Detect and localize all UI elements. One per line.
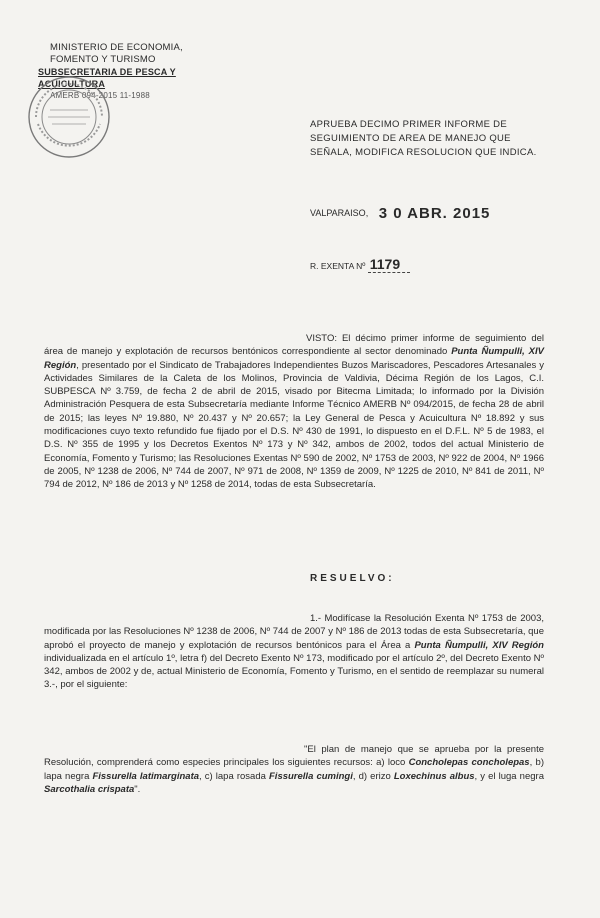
resuelvo-text-2: individualizada en el artículo 1º, letra f) del Decreto Exento Nº 173, modificado por el artículo 2º, del Decreto Exento Nº 342, ambos de 2002 y de, actual Ministerio de Economía, Fomento y Turismo, en el sentido de reemplazar su numeral 3.-, por el siguiente: bbox=[44, 652, 544, 691]
quoted-replacement-text bbox=[44, 743, 544, 796]
visto-text-1: VISTO: El décimo primer informe de seguimiento del área de manejo y explotación de recursos bentónicos correspondiente al sector denominado bbox=[44, 333, 544, 358]
official-seal-stamp bbox=[26, 74, 112, 160]
quote-text-6: ". bbox=[134, 783, 141, 795]
resuelvo-heading: RESUELVO: bbox=[310, 573, 395, 584]
species-fissurella-latimarginata: Fissurella latimarginata bbox=[92, 770, 200, 782]
resuelvo-text-1: 1.- Modifícase la Resolución Exenta Nº 1753 de 2003, modificada por las Resoluciones Nº 1238 de 2006, Nº 744 de 2007 y Nº 186 de 2013 todas de esta Subsecretaría, que aprobó el proyecto de manejo y explotación de recursos bentónicos para el Área a bbox=[44, 613, 544, 651]
quote-text-1: "El plan de manejo que se aprueba por la presente Resolución, comprenderá como especies principales los siguientes recursos: a) loco bbox=[44, 744, 544, 769]
date-city: VALPARAISO, bbox=[310, 208, 369, 218]
ministry-line-2: FOMENTO Y TURISMO bbox=[50, 54, 156, 65]
document-subject: APRUEBA DECIMO PRIMER INFORME DE SEGUIMIENTO DE AREA DE MANEJO QUE SEÑALA, MODIFICA RESOLUCION QUE INDICA. bbox=[310, 119, 537, 158]
date-value: 3 0 ABR. 2015 bbox=[378, 205, 491, 222]
ministry-line: MINISTERIO DE ECONOMIA, bbox=[50, 42, 183, 53]
resuelvo-area-name: Punta Ñumpulli, XIV Región bbox=[414, 639, 544, 651]
quote-text-3: , c) lapa rosada bbox=[199, 770, 269, 782]
visto-text-2: , presentado por el Sindicato de Trabajadores Independientes Buzos Mariscadores, Pescadores Artesanales y Actividades Similares de la Caleta de los Molinos, Provincia de Valdivia, Décima Región de los Lagos, C.I. SUBPESCA Nº 3.759, de fecha 2 de abril de 2015, visado por Bitecma Limitada; lo informado por la División Administración Pesquera de esta Subsecretaría mediante Informe Técnico AMERB Nº 094/2015, de fecha 28 de abril de 2015; las leyes Nº 19.880, Nº 20.437 y Nº 20.657; la Ley General de Pesca y Acuicultura Nº 18.892 y sus modificaciones cuyo texto refundido fue fijado por el D.S. Nº 430 de 1991, lo dispuesto en el D.F.L. Nº 5 de 1983, el D.S. Nº 355 de 1995 y los Decretos Exentos Nº 173 y Nº 342, ambos de 2002, todos del actual Ministerio de Economía, Fomento y Turismo; las Resoluciones Exentas Nº 590 de 2002, Nº 1753 de 2003, Nº 922 de 2004, Nº 1966 de 2005, Nº 1238 de 2006, Nº 744 de 2007, Nº 971 de 2008, Nº 1359 de 2009, Nº 1225 de 2010, Nº 841 de 2011, Nº 794 de 2012, Nº 186 de 2013 y Nº 1258 de 2014, todas de esta Subsecretaría. bbox=[44, 359, 544, 491]
visto-paragraph bbox=[44, 332, 544, 492]
quote-text-4: , d) erizo bbox=[352, 770, 394, 782]
resolution-number-line bbox=[310, 256, 410, 272]
resuelvo-paragraph-1 bbox=[44, 612, 544, 692]
resolution-number: 1179 bbox=[368, 256, 410, 273]
reference-code: AMERB 094-2015 11-1988 bbox=[50, 91, 150, 100]
species-concholepas: Concholepas concholepas bbox=[408, 757, 530, 769]
resolution-label: R. EXENTA Nº bbox=[310, 261, 366, 271]
visto-area-name: Punta Ñumpulli, XIV Región bbox=[44, 346, 544, 371]
species-loxechinus-albus: Loxechinus albus bbox=[393, 770, 475, 782]
date-line bbox=[310, 205, 490, 222]
quote-text-2: , b) lapa negra bbox=[44, 757, 544, 782]
quote-text-5: , y el luga negra bbox=[474, 770, 544, 782]
subsecretaria-line: SUBSECRETARIA DE PESCA Y ACUICULTURA bbox=[38, 67, 176, 89]
species-fissurella-cumingi: Fissurella cumingi bbox=[269, 770, 353, 782]
species-sarcothalia-crispata: Sarcothalia crispata bbox=[44, 783, 135, 795]
